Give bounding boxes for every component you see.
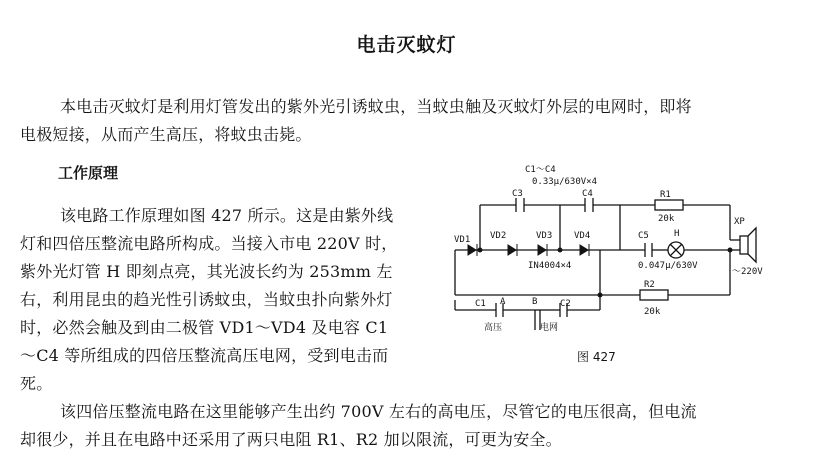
circuit-diagram [440,160,780,360]
label-grid: 电网 [540,323,559,333]
body-line-6: ～C4 等所组成的四倍压整流高压电网，受到电击而 [20,346,389,365]
label-plug: XP [734,217,745,227]
label-c5-value: 0.047μ/630V [638,261,698,271]
circuit-labels [454,165,763,333]
section-heading: 工作原理 [58,164,119,182]
label-c1: C1 [475,299,486,309]
label-vd4: VD4 [574,231,591,241]
label-mains: ～220V [732,267,763,277]
label-r1: R1 [660,190,671,200]
label-c4: C4 [582,189,593,199]
page-title: 电击灭蚊灯 [356,34,457,56]
body-line-3: 紫外光灯管 H 即刻点亮，其光波长约为 253mm 左 [20,262,393,281]
circuit-wires [455,198,756,330]
figure-caption: 图 427 [577,350,616,364]
label-r1-value: 20k [658,214,675,224]
label-vd1: VD1 [454,235,471,245]
label-c2: C2 [560,299,571,309]
intro-line-2: 电极短接，从而产生高压，将蚊虫击毙。 [20,125,312,144]
label-vd2: VD2 [490,231,507,241]
label-c5: C5 [638,231,649,241]
label-cap-spec-2: 0.33μ/630V×4 [532,177,598,187]
body-line-4: 右，利用昆虫的趋光性引诱蚊虫，当蚊虫扑向紫外灯 [20,290,393,309]
label-high-voltage: 高压 [484,323,503,333]
label-cap-spec-1: C1～C4 [525,165,556,175]
conclusion-line-1: 该四倍压整流电路在这里能够产生出约 700V 左右的高电压，尽管它的电压很高，但电流 [60,402,697,421]
body-line-1: 该电路工作原理如图 427 所示。这是由紫外线 [60,206,394,225]
label-r2: R2 [644,280,655,290]
conclusion-line-2: 却很少，并且在电路中还采用了两只电阻 R1、R2 加以限流，可更为安全。 [20,430,562,449]
body-line-2: 灯和四倍压整流电路所构成。当接入市电 220V 时， [20,234,398,253]
label-node-a: A [500,297,506,307]
label-node-b: B [532,297,538,307]
label-vd3: VD3 [536,231,553,241]
body-line-7: 死。 [20,374,53,393]
body-line-5: 时，必然会触及到由二极管 VD1～VD4 及电容 C1 [20,318,389,337]
label-lamp: H [674,229,680,239]
intro-line-1: 本电击灭蚊灯是利用灯管发出的紫外光引诱蚊虫，当蚊虫触及灭蚊灯外层的电网时，即将 [60,97,692,116]
label-diode-model: IN4004×4 [528,261,572,271]
label-c3: C3 [512,189,523,199]
label-r2-value: 20k [644,307,661,317]
